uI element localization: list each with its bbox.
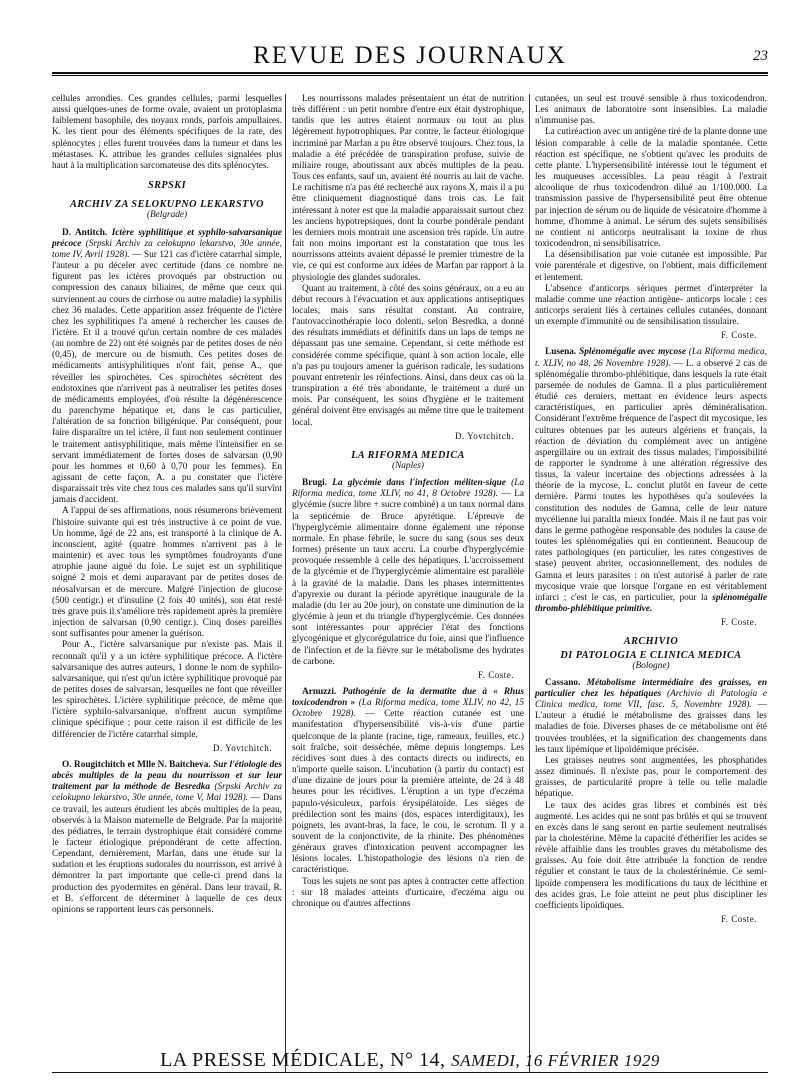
paragraph: Quant au traitement, à côté des soins généraux, on a eu au début recours à l'évacuation et aux applications antiseptiques locales, mais sans résultat constant. Au contraire, l'autovaccinothérapie loco dolenti, selon Besredka, a donné des résultats immédiats et définitifs dans un laps de temps ne dépassant pas une semaine. Cependant, si cette méthode est considérée comme spécifique, quant à son action locale, elle n'a pas pu toujours amener la guérison radicale, les sudations pouvant entretenir les réinfections. Ainsi, dans deux cas où la transpiration a été très abondante, le traitement a duré un mois. Par conséquent, les soins d'hygiène et le traitement général doivent être envisagés au même titre que le traitement local. xyxy=(292,283,524,428)
column-3 xyxy=(535,94,767,931)
article-title: La glycémie dans l'infection méliten-sique xyxy=(332,478,506,489)
signature: F. Coste. xyxy=(477,669,514,680)
article-author: Cassano. xyxy=(545,677,581,688)
page-number: 23 xyxy=(753,48,768,64)
article-title: Splénomégalie avec mycose xyxy=(579,347,686,358)
article xyxy=(292,687,524,877)
header-rule-thin xyxy=(52,75,768,76)
paragraph: A l'appui de ses affirmations, nous résumerons brièvement l'histoire suivante qui est très instructive à ce point de vue. Un homme, âgé de 22 ans, est transporté à la clinique de A. inconscient, agité (quatre hommes n'arrivent pas à le maintenir) et avec tous les symptômes foudroyants d'une atrophie jaune aiguë du foie. Le sujet est un syphilitique soigné 2 mois et demi auparavant par de petites doses de néosalvarsan et de mercure. Malgré l'injection de glucose (500 centigr.) et d'insuline (2 fois 40 unités), son état resté très grave puis il s'améliore très rapidement après la première injection de salvarsan (0,90 centigr.). Cinq doses pareilles sont suffisantes pour amener la guérison. xyxy=(52,506,282,640)
article-text: — L'auteur a étudié le métabolisme des graisses dans les maladies de foie. Diverses phases de ce métabolisme ont été trouvées troublées, et la signification des changements dans les taux lipémique et lipoïdémique précisée. xyxy=(535,700,767,755)
article-author: Arnuzzi. xyxy=(302,686,337,697)
article-reference: (La Riforma medica, t. XLIV, no 48, 26 Novembre 1928). xyxy=(535,347,767,369)
page-header xyxy=(52,40,768,70)
article xyxy=(535,347,767,615)
article-title: Ictère syphilitique et syphilo-salvarsanique précoce xyxy=(52,227,282,249)
article-title: Sur l'étiologie des abcès multiples de la peau du nourrisson et sur leur traitement par la méthode de Besredka xyxy=(52,759,282,793)
article-reference: (Srpski Archiv za celokupno lekarstvo, 30e année, tome V, Mai 1928). xyxy=(52,782,283,804)
article-reference: (La Riforma medica, tome XLIV, no 42, 15 Octobre 1928). xyxy=(292,698,524,720)
article-author: Brugi. xyxy=(302,478,328,489)
paragraph: Tous les sujets ne sont pas aptes à contracter cette affection : sur 18 malades atteints d'urticaire, d'eczéma aigu ou chronique ou d'autres affections xyxy=(292,876,524,909)
article xyxy=(535,678,767,756)
section-heading: DI PATOLOGIA E CLINICA MEDICA xyxy=(560,649,742,661)
article-text: — Cette réaction cutanée est une manifestation d'hypersensibilité vis-à-vis d'une partie quelconque de la plante (racine, tige, rameaux, feuilles, etc.) soit fraîche, soit desséchée, même depuis longtemps. Les récidives sont dues à des contacts directs ou indirects, en n'importe quelle saison. L'incubation (à partir du contact) est d'une dizaine de jours pour la première atteinte, de 24 à 48 heures pour les récidives. L'éruption a un type d'eczéma papulo-vésiculeux, parfois érysipélatoïde. Les sièges de prédilection sont les mains (dos, espaces interdigitaux), les poignets, les avant-bras, la face, le cou, le scrotum. Il y a souvent de la conjonctivite, de la rhinite. Des phénomènes généraux graves d'intoxication peuvent accompagner les lésions locales. L'histopathologie des lésions n'a rien de caractéristique. xyxy=(292,709,524,876)
column-divider xyxy=(529,94,530,1072)
header-rule xyxy=(52,72,768,74)
paragraph: Le taux des acides gras libres et combinés est très augmenté. Les acides qui ne sont pas brûlés et qui se trouvent en excès dans le sang seront en partie seulement neutralisés par la cholestérine. Même la capacité d'éthérifier les acides se révèle affaiblie dans les troubles graves du métabolisme des graisses. Au foie doit être attribuée la fonction de rendre régulier et constant le taux de la cholestérinémie. Ce semi-lipoïde compensera les modifications du taux de lécithine et des acides gras. Le foie atteint ne peut plus discipliner les coefficients lipoïdiques. xyxy=(535,800,767,911)
journal-issue: LA PRESSE MÉDICALE, N° 14, xyxy=(160,1049,446,1071)
article xyxy=(52,760,282,916)
article-text: — Sur 121 cas d'ictère catarrhal simple, l'auteur a pu déceler avec certitude (dans ce nombre ne figurent pas les ictères provoqués par obstruction ou compression des canaux biliaires, de même que ceux qui surviennent au cours de cirrhose ou autre maladie) la syphilis chez 36 malades. Cette apparition assez fréquente de l'ictère chez les syphilitiques l'a amené à rechercher les causes de l'ictère. Et il a trouvé qu'un certain nombre de ces malades (au nombre de 22) ont été soignés par de petites doses de néo (0,45), de mercure ou de bismuth. Ces petites doses de médicaments antisyphilitiques n'ont fait, pense A., que réveiller les spirochètes. Ces spirochètes sécrètent des endotoxines que n'arrivent pas à neutraliser les petites doses de médicaments employées, d'où résulte la dégénérescence du parenchyme hépatique et, dans le cas particulier, l'altération de sa fonction biligénique. Par conséquent, pour faire disparaître un tel ictère, il faut non seulement continuer le traitement antisyphilitique, mais même l'intensifier en se servant immédiatement de fortes doses de salvarsan (0,90 pour les hommes et 0,60 à 0,70 pour les femmes). En agissant de cette façon, A. a pu constater que l'ictère disparaissait très vite chez tous ces malades sans qu'il survînt jamais d'accident. xyxy=(52,249,282,506)
article-title: Métabolisme intermédiaire des graisses, en particulier chez les hépatiques xyxy=(535,677,767,699)
section-heading: SRPSKI xyxy=(147,180,187,192)
article-text: — Dans ce travail, les auteurs étudient les abcès multiples de la peau, observés à la Maison maternelle de Belgrade. Par la majorité des pédiatres, le terrain dystrophique était considéré comme le facteur étiologique prépondérant de cette affection. Cependant, dernièrement, Marfan, dans une étude sur la sudation et les éruptions sudorales du nourrisson, est arrivé à démontrer la part importante que celle-ci prend dans la production des pyodermites en général. Dans leur travail, R. et B. s'efforcent de déterminer à laquelle de ces deux opinions se rapportent leurs cas personnels. xyxy=(52,793,282,915)
signature: D. Yovtchitch. xyxy=(212,742,272,753)
issue-date: SAMEDI, 16 FÉVRIER 1929 xyxy=(451,1051,660,1070)
section-heading: LA RIFORMA MEDICA xyxy=(351,449,465,461)
column-2 xyxy=(292,94,524,910)
article-author: D. Antitch. xyxy=(62,227,108,238)
section-heading: ARCHIV ZA SELOKUPNO LEKARSTVO xyxy=(69,199,265,211)
paragraph: Les graisses neutres sont augmentées, les phosphatides assez diminués. Il n'existe pas, pour le comportement des graisses, de particularité propre à telle ou telle maladie hépatique. xyxy=(535,755,767,800)
paragraph: Pour A., l'ictère salvarsanique pur n'existe pas. Mais il reconnaît qu'il y a un ictère syphilitique précoce. A l'ictère salvarsanique des autres auteurs, 1 donne le nom de syphilo-salvarsanique, qui n'est qu'un ictère syphilitique provoqué par de petites doses de salvarsan, lesquelles ne font que réveiller les spirochètes. L'ictère syphilitique précoce, de même que l'ictère syphilo-salvarsanique, n'offrent aucun symptôme clinique spécifique ; pour cette raison il est difficile de les différencier de l'ictère catarrhal simple. xyxy=(52,640,282,740)
paragraph: Les nourrissons malades présentaient un état de nutrition très différent : un petit nombre d'entre eux était dystrophique, tandis que les autres étaient normaux ou tout au plus légèrement hypotrophiques. Par contre, le facteur étiologique incriminé par Marfan a pu être observé toujours. Chez tous, la maladie a été précédée de transpiration profuse, suivie de miliaire rouge, aboutissant aux abcès multiples de la peau. Tous ces enfants, sauf un, avaient été nourris au lait de vache. Le rachitisme n'a pas été recherché aux rayons X, mais il a pu être cliniquement diagnostiqué dans trois cas. Le fait intéressant à noter est que la maladie apparaissait surtout chez les anciens hypotrepsiques, dont la courbe pondérale pendant les derniers mois montrait une ascension très rapide. Un autre fait non moins important est la constatation que tous les nourrissons atteints avaient dépassé le premier trimestre de la vie, ce qui est conforme aux idées de Marfan par rapport à la physiologie des glandes sudorales. xyxy=(292,94,524,283)
paragraph: L'absence d'anticorps sériques permet d'interpréter la maladie comme une réaction antigène- anticorps locale : ces anticorps seraient liés à certaines cellules cutanées, donnant un exemple d'immunité ou de sensibilisation tissulaire. xyxy=(535,283,767,328)
section-heading: ARCHIVIO xyxy=(623,636,679,648)
paragraph: cutanées, un seul est trouvé sensible à rhus toxicodendron. Les animaux de laboratoire sont insensibles. La maladie n'immunise pas. xyxy=(535,94,767,127)
paragraph: La cutiréaction avec un antigène tiré de la plante donne une lésion comparable à celle de la maladie spontanée. Cette réaction est spécifique, ne s'obtient qu'avec les produits de cette plante. L'hypersensibilité intéresse tout le tégument et les muqueuses accessibles. La peau réagit à l'extrait alcoolique de rhus toxicodendron dilué au 1/100.000. La transmission passive de l'hypersensibilité peut être obtenue par injection de sérum ou de liquide de vésicatoire d'homme à homme, d'homme à animal. Le sérum des sujets sensibilisés ne contient ni anticorps neutralisant la toxine de rhus toxicodendron, ni sensibilisatrice. xyxy=(535,127,767,250)
column-divider xyxy=(285,94,286,1072)
article-reference: (La Riforma medica, tome XLIV, no 41, 8 Octobre 1928). xyxy=(292,478,525,500)
signature: F. Coste. xyxy=(720,330,757,341)
column-1 xyxy=(52,94,282,916)
article-title: Pathogénie de la dermatite due à « Rhus toxicodendron » xyxy=(292,686,524,709)
article xyxy=(52,228,282,507)
article-reference: (Srpski Archiv za celokupno lekarstvo, 30e année, tome IV, Avril 1928). xyxy=(52,238,282,260)
article-author: O. Rougitchitch et Mlle N. Baitcheva. xyxy=(62,759,211,770)
section-city: (Belgrade) xyxy=(146,210,188,221)
article-reference: (Archivio di Patologia e Clinica medica, tome VII, fasc. 5, Novembre 1928). xyxy=(535,688,767,711)
article-text: — La glycémie (sucre libre + sucre combiné) a un taux normal dans la septicémie de Bruce apyrétique. L'épreuve de l'hyperglycémie alimentaire donne également une réponse normale. En phase fébrile, le sucre du sang (sous ses deux formes) présente un taux accru. La courbe d'hyperglycémie provoquée ressemble à celle des hépatiques. L'accroissement de la glycémie et de l'hyperglycémie alimentaire est parallèle à la gravité de la maladie. Dans les phases intermittentes d'apyrexie ou durant la période apyrétique inaugurale de la maladie (du 1er au 20e jour), on constate une diminution de la glycémie à jeun et du triangle d'hyperglycémie. Ces données sont intéressantes pour apprécier l'état des fonctions glycogénique et glycorégulatrice du foie, ainsi que l'influence de l'infection et de la fièvre sur le métabolisme des hydrates de carbone. xyxy=(292,489,524,667)
running-title: REVUE DES JOURNAUX xyxy=(253,42,567,69)
paragraph: La désensibilisation par voie cutanée est impossible. Par voie parentérale et digestive, on l'obtient, mais difficilement et lentement. xyxy=(535,250,767,283)
section-city: (Naples) xyxy=(391,461,425,471)
signature: D. Yovtchitch. xyxy=(454,430,514,441)
article-author: Lusena. xyxy=(545,347,577,358)
article xyxy=(292,478,524,668)
signature: F. Coste. xyxy=(720,914,757,925)
article-text: — L. a observé 2 cas de splénomégalie thrombo-phlébitique, dans lesquels la rate était parsemée de nodules de Gamna. Il a plus particulièrement étudié ces derniers, mettant en évidence leurs aspects caractéristiques, en particulier après déminéralisation. Considérant l'extrême fréquence de l'aspect dit mycosique, les cultures obtenues par les auteurs algériens et français, la réaction de déviation du complément avec un antigène aspergillaire ou un extrait des tissus malades, l'impossibilité de rapporter le syndrome à une altération régressive des tissus, la valeur incertaine des objections adressées à la théorie de la mycose, L. conclut plutôt en faveur de cette dernière. Parmi toutes les hypothèses qu'a soulevées la constitution des nodules de Gamna, celle de leur nature mycélienne lui paraîtla mieux fondée. Mais il ne faut pas voir dans le germe pathogène responsable des nodules la cause de toutes les splénomégalies qui en contiennent. Beaucoup de rates pathologiques (en particulier, les rates congestives de stase) peuvent abriter, occasionnellement, des nodules de Gamna et leurs parasites : on n'est autorisé à parler de rate mycosique vraie que lorsque l'organe en est véritablement infarci ; c'est le cas, en particulier, pour la xyxy=(535,358,768,603)
footer-rule xyxy=(52,1072,768,1073)
paragraph: cellules arrondies. Ces grandes cellules, parmi lesquelles aussi quelques-unes de forme ovale, avaient un protoplasma faiblement basophile, des noyaux ronds, parfois ampullaires. K. les tient pour des éléments spécifiques de la rate, des splénocytes ; elles furent trouvées dans la tumeur et dans les métastases. K. attribue les grandes cellules signalées plus haut à la multiplication sarcomateuse des dits splénocytes. xyxy=(52,94,282,171)
signature: F. Coste. xyxy=(720,617,757,628)
section-city: (Bologne) xyxy=(632,660,670,671)
article-text-italic: splénomégalie thrombo-phlébitique primitive. xyxy=(535,592,767,615)
page-footer xyxy=(52,1049,768,1072)
